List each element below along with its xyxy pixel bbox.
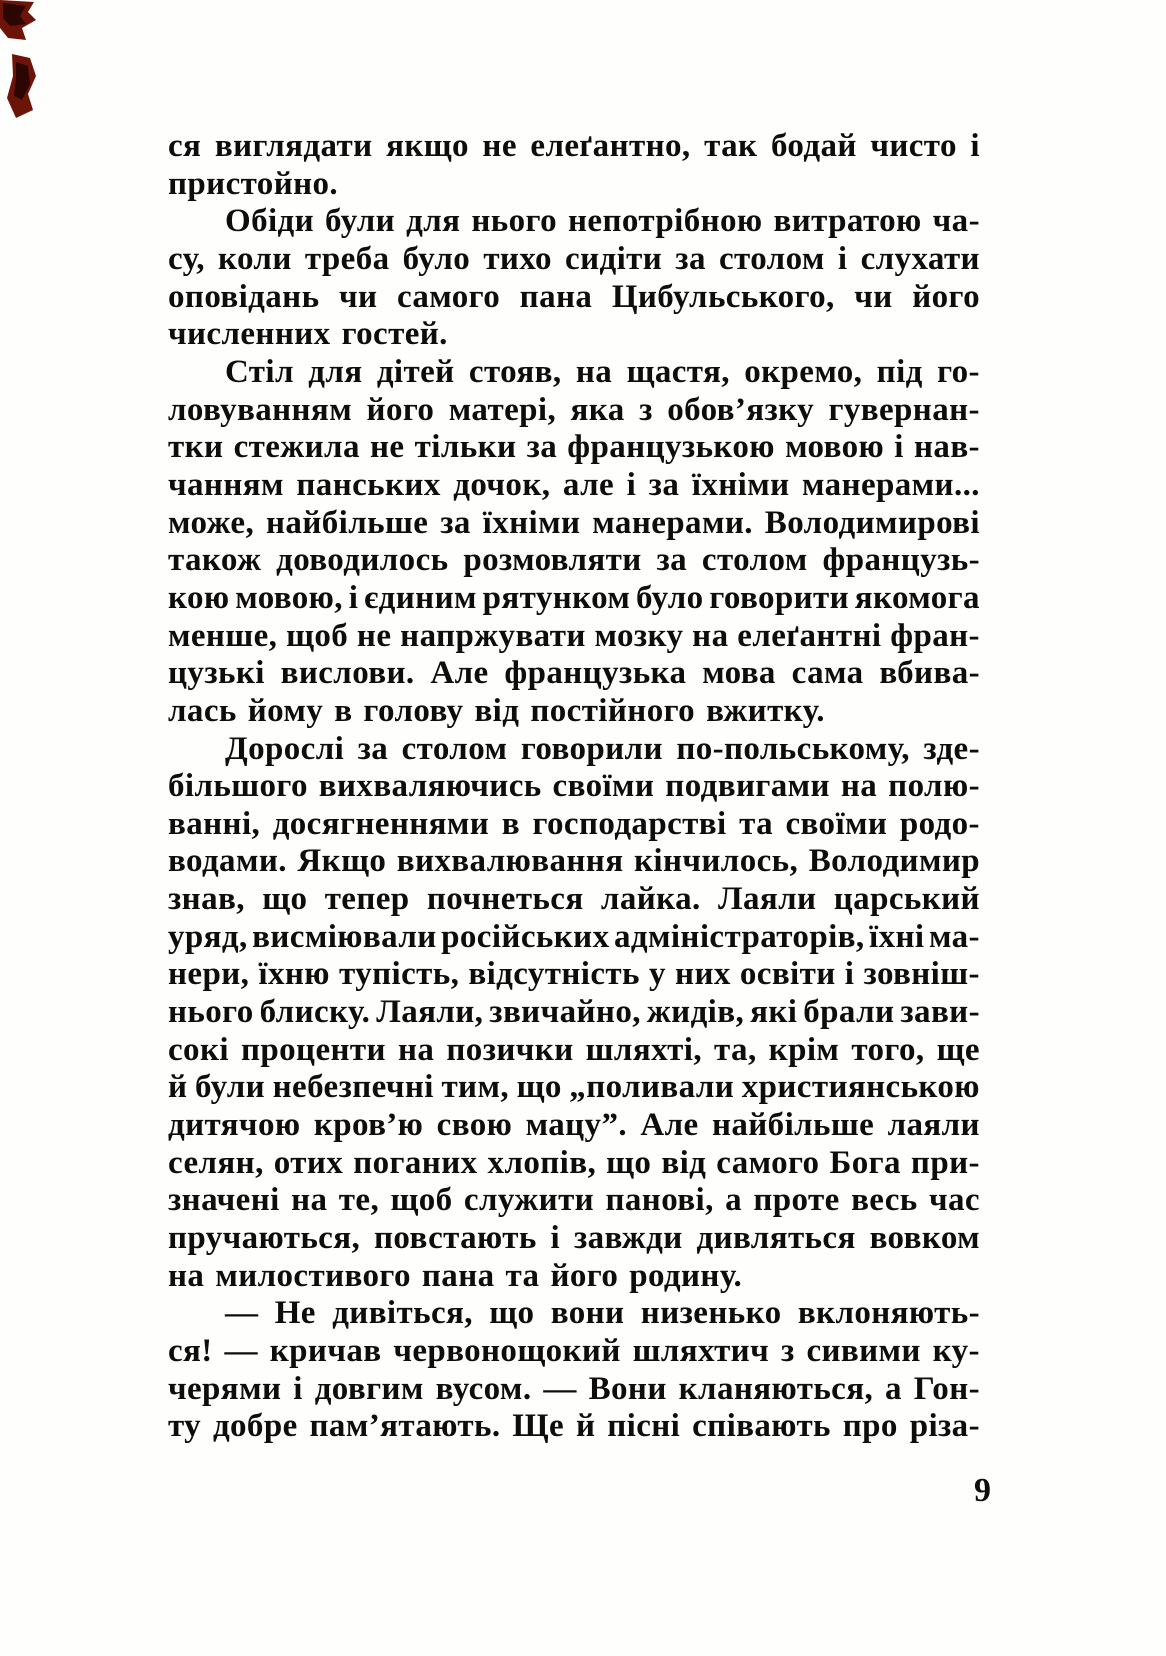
text-word: елеґантно, xyxy=(530,128,691,164)
text-word: вони xyxy=(550,1295,625,1332)
text-line xyxy=(168,618,980,656)
text-word: від xyxy=(661,1144,707,1181)
text-word: отих xyxy=(273,1144,344,1181)
text-word: говорили xyxy=(520,730,663,767)
text-line xyxy=(168,1408,980,1446)
text-word: чанням xyxy=(168,466,284,503)
text-word: за xyxy=(656,542,688,579)
text-word: свою xyxy=(436,1107,513,1144)
scan-artifact-icon xyxy=(0,0,60,130)
text-word: — xyxy=(224,1333,258,1369)
text-word: ма- xyxy=(928,918,980,955)
text-word: окремо, xyxy=(744,353,863,390)
text-word: су, xyxy=(168,240,205,277)
text-line xyxy=(168,1220,980,1258)
text-line xyxy=(168,655,980,693)
text-word: пана xyxy=(421,1257,495,1294)
text-word: подвигами xyxy=(665,768,830,805)
text-word: за xyxy=(675,240,706,277)
text-word: численних xyxy=(168,316,331,353)
text-word: їхню xyxy=(258,956,330,993)
text-word: фран- xyxy=(890,617,980,654)
text-word: блиску. xyxy=(259,994,371,1031)
text-word: — xyxy=(543,1370,577,1407)
text-line xyxy=(168,241,980,279)
text-word: й xyxy=(575,1408,596,1445)
text-word: стояв, xyxy=(468,353,562,390)
text-word: лайка. xyxy=(600,881,701,918)
text-word: рятунком xyxy=(482,579,631,616)
text-word: чи xyxy=(854,278,893,315)
text-word: менше, xyxy=(168,617,278,654)
text-line xyxy=(168,1295,980,1333)
text-word: за xyxy=(526,429,558,466)
text-word: ку- xyxy=(932,1333,980,1369)
text-word: столом xyxy=(718,240,825,277)
text-line xyxy=(168,1371,980,1409)
text-word: щоб xyxy=(286,617,349,654)
text-word: манерами... xyxy=(802,466,980,503)
text-line xyxy=(168,279,980,317)
text-word: чисто xyxy=(870,128,957,164)
text-line xyxy=(168,881,980,919)
text-word: Гон- xyxy=(913,1370,980,1407)
text-word: вихвалювання xyxy=(396,843,624,880)
text-word: досягненнями xyxy=(272,805,490,842)
text-word: та xyxy=(505,1257,540,1294)
text-word: і xyxy=(348,579,359,616)
text-word: них xyxy=(675,956,731,993)
text-word: на xyxy=(575,353,613,390)
text-word: ванні, xyxy=(168,805,261,842)
text-word: повстають xyxy=(373,1220,537,1257)
text-word: голову xyxy=(363,692,464,729)
text-word: зави- xyxy=(900,994,980,1031)
text-word: Обіди xyxy=(225,203,315,240)
text-word: і xyxy=(837,240,848,277)
text-word: того, xyxy=(851,1031,925,1068)
text-line xyxy=(168,1258,980,1296)
text-word: лаяли xyxy=(887,1107,980,1144)
text-word: тим, xyxy=(441,1069,509,1106)
text-word: може, xyxy=(168,504,255,541)
text-word: висміювали xyxy=(252,918,437,955)
text-word: знав, xyxy=(168,881,245,918)
text-word: доводилось xyxy=(276,542,449,579)
text-word: про xyxy=(842,1408,898,1445)
text-word: обов’язку xyxy=(667,391,815,428)
text-word: мова xyxy=(702,655,776,692)
text-word: дітей xyxy=(376,353,455,390)
text-word: — xyxy=(225,1295,259,1332)
text-word: а xyxy=(725,1182,743,1219)
text-word: також xyxy=(168,542,262,579)
text-word: слухати xyxy=(860,240,980,277)
text-line xyxy=(168,994,980,1032)
text-line xyxy=(168,1145,980,1183)
text-word: Але xyxy=(430,655,489,692)
text-word: сивими xyxy=(806,1333,921,1369)
text-word: співають xyxy=(692,1408,831,1445)
text-word: адміністраторів, xyxy=(613,918,865,955)
text-word: не xyxy=(370,429,405,466)
text-word: Але xyxy=(640,1107,699,1144)
text-word: значені xyxy=(168,1182,280,1219)
text-word: селян, xyxy=(168,1144,264,1181)
text-word: розмовляти xyxy=(463,542,642,579)
text-word: царський xyxy=(833,881,980,918)
text-word: і xyxy=(293,1370,303,1407)
text-word: сама xyxy=(791,655,864,692)
text-word: його xyxy=(366,391,435,428)
text-word: його xyxy=(550,1257,619,1294)
text-word: ту xyxy=(168,1408,202,1445)
text-word: були xyxy=(194,1069,266,1106)
text-word: їхніми xyxy=(482,504,581,541)
text-word: дитячою xyxy=(168,1107,301,1144)
text-word: нього xyxy=(168,994,254,1031)
text-word: Дорослі xyxy=(225,730,345,767)
text-word: тки xyxy=(168,429,224,466)
text-word: цузькі xyxy=(168,655,265,692)
text-line xyxy=(168,429,980,467)
text-word: самого xyxy=(716,1144,820,1181)
text-line xyxy=(168,1333,980,1371)
text-word: своїми xyxy=(552,768,655,805)
text-line xyxy=(168,467,980,505)
text-line xyxy=(168,505,980,543)
text-word: ча- xyxy=(932,203,980,240)
text-word: лась xyxy=(168,692,237,729)
text-word: що xyxy=(489,1295,535,1332)
text-word: проценти xyxy=(240,1031,386,1068)
text-word: і xyxy=(550,1220,561,1257)
text-word: ся! xyxy=(168,1333,213,1369)
text-word: пристойно. xyxy=(168,165,339,202)
text-line xyxy=(168,843,980,881)
text-word: так xyxy=(704,128,758,164)
text-word: в xyxy=(334,692,353,729)
text-word: було xyxy=(402,240,471,277)
text-word: проте xyxy=(753,1182,840,1219)
text-word: щастя, xyxy=(626,353,730,390)
text-word: найбільше xyxy=(266,504,429,541)
text-word: пісні xyxy=(607,1408,681,1445)
text-line xyxy=(168,580,980,618)
text-word: гувернан- xyxy=(828,391,980,428)
text-word: і xyxy=(894,429,904,466)
text-word: тупість, xyxy=(339,956,460,993)
text-word: освіти xyxy=(739,956,836,993)
text-word: на xyxy=(168,1257,205,1294)
text-line xyxy=(168,354,980,392)
text-word: тільки xyxy=(414,429,517,466)
text-word: завжди xyxy=(573,1220,683,1257)
text-word: з xyxy=(780,1333,795,1369)
text-word: щоб xyxy=(390,1182,453,1219)
text-word: гостей. xyxy=(341,316,448,353)
text-word: панських xyxy=(296,466,441,503)
text-word: зовніш- xyxy=(863,956,980,993)
text-word: кров’ю xyxy=(313,1107,424,1144)
text-word: за xyxy=(440,504,471,541)
text-word: за xyxy=(357,730,389,767)
text-word: нього xyxy=(471,203,558,240)
text-word: пам’ятають. xyxy=(309,1408,501,1445)
text-word: господарстві xyxy=(532,805,727,842)
text-word: полю- xyxy=(888,768,980,805)
page-number: 9 xyxy=(974,1472,991,1509)
text-word: самого xyxy=(396,278,501,315)
text-word: християнською xyxy=(741,1069,980,1106)
text-word: виглядати xyxy=(214,128,373,164)
text-word: вклоняють- xyxy=(797,1295,980,1332)
text-word: різа- xyxy=(909,1408,980,1445)
text-word: на xyxy=(291,1182,328,1219)
text-word: пана xyxy=(519,278,593,315)
text-word: стежила xyxy=(233,429,360,466)
text-word: не xyxy=(356,617,392,654)
text-word: кланяються, xyxy=(678,1370,874,1407)
text-word: не xyxy=(482,128,517,164)
text-word: оповідань xyxy=(168,278,320,315)
text-word: для xyxy=(406,203,461,240)
text-word: вислови. xyxy=(280,655,415,692)
text-word: почнеться xyxy=(426,881,584,918)
text-word: вбива- xyxy=(879,655,980,692)
text-word: які xyxy=(750,994,798,1031)
text-word: найбільше xyxy=(711,1107,875,1144)
text-word: Володимирові xyxy=(764,504,980,541)
text-line xyxy=(168,1182,980,1220)
text-word: панові, xyxy=(605,1182,714,1219)
text-word: вусом. xyxy=(435,1370,532,1407)
text-word: непотрібною xyxy=(568,203,763,240)
text-word: Не xyxy=(274,1295,316,1332)
text-word: кою xyxy=(168,579,230,616)
text-word: Вони xyxy=(588,1370,667,1407)
text-word: Стіл xyxy=(225,353,294,390)
text-word: якомога xyxy=(854,579,980,616)
text-word: та, xyxy=(714,1031,757,1068)
text-word: мацу”. xyxy=(525,1107,628,1144)
text-word: ще xyxy=(936,1031,980,1068)
text-word: дочок, xyxy=(453,466,551,503)
text-word: водами. xyxy=(168,843,287,880)
text-word: родо- xyxy=(899,805,980,842)
text-line xyxy=(168,693,980,731)
text-word: жидів, xyxy=(646,994,745,1031)
text-word: вовком xyxy=(869,1220,980,1257)
text-word: а xyxy=(885,1370,902,1407)
text-word: матері, xyxy=(448,391,557,428)
text-line xyxy=(168,166,980,204)
text-word: по-польському, xyxy=(676,730,910,767)
text-line xyxy=(168,919,980,957)
text-word: відсутність xyxy=(468,956,640,993)
text-word: кінчилось, xyxy=(633,843,799,880)
text-word: довгим xyxy=(314,1370,424,1407)
text-word: йому xyxy=(247,692,324,729)
text-word: нав- xyxy=(914,429,980,466)
text-word: ловуванням xyxy=(168,391,353,428)
text-word: під xyxy=(876,353,923,390)
text-word: для xyxy=(308,353,363,390)
text-line xyxy=(168,1069,980,1107)
text-word: напржувати xyxy=(400,617,586,654)
text-word: зде- xyxy=(923,730,980,767)
text-word: добре xyxy=(212,1408,298,1445)
text-word: що xyxy=(262,881,308,918)
text-word: брали xyxy=(803,994,895,1031)
text-line xyxy=(168,956,980,994)
text-word: бодай xyxy=(770,128,857,164)
text-word: але xyxy=(562,466,615,503)
text-word: нери, xyxy=(168,956,250,993)
text-word: й xyxy=(168,1069,188,1106)
text-word: пручаються, xyxy=(168,1220,361,1257)
text-word: служити xyxy=(463,1182,595,1219)
text-word: сидіти xyxy=(565,240,663,277)
text-word: тихо xyxy=(483,240,552,277)
text-word: час xyxy=(929,1182,980,1219)
text-line xyxy=(168,203,980,241)
text-word: черями xyxy=(168,1370,282,1407)
text-word: яка xyxy=(570,391,625,428)
text-word: го- xyxy=(937,353,980,390)
text-line xyxy=(168,392,980,430)
text-word: звичайно, xyxy=(489,994,641,1031)
text-word: позички xyxy=(446,1031,574,1068)
text-line xyxy=(168,731,980,769)
text-word: сокі xyxy=(168,1031,229,1068)
text-word: чи xyxy=(338,278,378,315)
text-word: „поливали xyxy=(569,1069,735,1106)
text-word: і xyxy=(844,956,855,993)
text-word: і xyxy=(626,466,637,503)
text-word: Цибульського, xyxy=(611,278,835,315)
text-word: шляхтич xyxy=(632,1333,770,1369)
text-word: на xyxy=(840,768,878,805)
text-word: шляхті, xyxy=(585,1031,702,1068)
text-word: коли xyxy=(217,240,292,277)
text-word: французька xyxy=(504,655,687,692)
text-word: родину. xyxy=(629,1257,743,1294)
text-line xyxy=(168,1032,980,1070)
text-word: що xyxy=(516,1069,562,1106)
text-word: мовою xyxy=(785,429,885,466)
text-word: їхні xyxy=(869,918,925,955)
text-word: Володимир xyxy=(808,843,980,880)
text-word: Якщо xyxy=(297,843,387,880)
text-line xyxy=(168,542,980,580)
text-word: та xyxy=(739,805,773,842)
text-line xyxy=(168,806,980,844)
text-line xyxy=(168,128,980,166)
text-word: на xyxy=(398,1031,435,1068)
text-word: треба xyxy=(304,240,390,277)
text-line xyxy=(168,768,980,806)
text-word: кричав xyxy=(269,1333,382,1369)
text-word: хлопів, xyxy=(487,1144,597,1181)
text-word: своїми xyxy=(785,805,888,842)
text-word: на xyxy=(692,617,729,654)
page-text xyxy=(168,128,980,1446)
text-word: мозку xyxy=(594,617,684,654)
text-word: витратою xyxy=(773,203,922,240)
text-word: столом xyxy=(401,730,508,767)
text-word: Бога xyxy=(829,1144,901,1181)
text-word: Лаяли xyxy=(717,881,817,918)
text-word: якщо xyxy=(386,128,469,164)
text-line xyxy=(168,316,980,354)
text-line xyxy=(168,1107,980,1145)
text-word: російських xyxy=(441,918,610,955)
text-word: постійного xyxy=(530,692,696,729)
text-word: в xyxy=(501,805,520,842)
text-word: французькою xyxy=(567,429,775,466)
text-word: весь xyxy=(851,1182,918,1219)
text-word: його xyxy=(912,278,980,315)
text-word: манерами. xyxy=(592,504,753,541)
text-word: те, xyxy=(338,1182,380,1219)
text-word: від xyxy=(474,692,520,729)
text-word: милостивого xyxy=(215,1257,411,1294)
text-word: низенько xyxy=(640,1295,782,1332)
text-word: елеґантні xyxy=(737,617,882,654)
text-word: французь- xyxy=(822,542,980,579)
text-word: у xyxy=(649,956,666,993)
text-word: уряд, xyxy=(168,918,248,955)
text-word: більшого xyxy=(168,768,308,805)
text-word: і xyxy=(970,128,980,164)
text-word: крім xyxy=(768,1031,840,1068)
text-word: за xyxy=(648,466,680,503)
text-word: столом xyxy=(701,542,808,579)
text-word: що xyxy=(606,1144,652,1181)
text-word: поганих xyxy=(353,1144,478,1181)
text-word: мовою, xyxy=(235,579,343,616)
text-word: Ще xyxy=(512,1408,565,1445)
text-word: дивіться, xyxy=(332,1295,473,1332)
text-word: червонощокий xyxy=(393,1333,621,1369)
text-word: говорити xyxy=(709,579,850,616)
text-word: дивляться xyxy=(696,1220,856,1257)
text-word: ся xyxy=(168,128,202,164)
text-word: небезпечні xyxy=(272,1069,434,1106)
text-word: при- xyxy=(910,1144,980,1181)
text-word: були xyxy=(325,203,396,240)
text-word: Лаяли, xyxy=(376,994,484,1031)
text-word: вжитку. xyxy=(706,692,825,729)
text-word: єдиним xyxy=(364,579,477,616)
text-word: з xyxy=(639,391,653,428)
text-word: вихваляючись xyxy=(318,768,542,805)
text-word: їхніми xyxy=(691,466,790,503)
text-word: тепер xyxy=(324,881,410,918)
text-word: було xyxy=(636,579,704,616)
